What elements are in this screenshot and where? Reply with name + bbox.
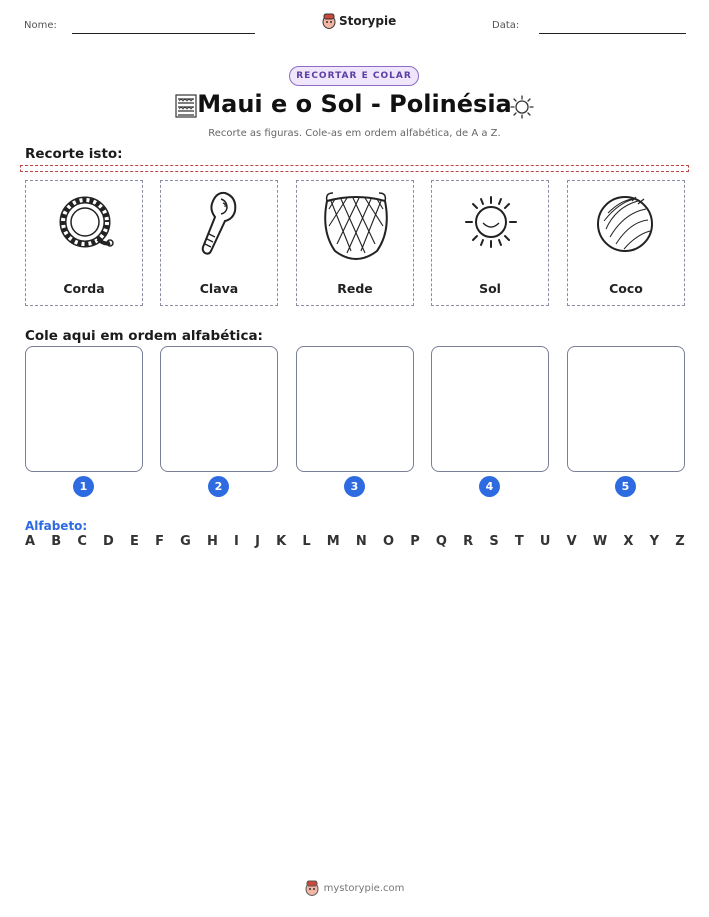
paste-heading: Cole aqui em ordem alfabética:: [25, 328, 263, 344]
alphabet-letter: Z: [675, 534, 685, 549]
cut-card-label: Corda: [63, 281, 105, 296]
order-number-1: 1: [73, 476, 94, 497]
alphabet-label: Alfabeto:: [25, 519, 88, 533]
alphabet-letter: J: [255, 534, 260, 549]
sun-title-icon: [509, 94, 535, 120]
alphabet-row: [25, 534, 685, 549]
alphabet-letter: V: [566, 534, 577, 549]
cut-heading: Recorte isto:: [25, 146, 123, 162]
order-number-5: 5: [615, 476, 636, 497]
cut-card-label: Sol: [479, 281, 501, 296]
paste-box-2[interactable]: [160, 346, 278, 472]
name-line: [72, 33, 255, 34]
cut-card-label: Clava: [199, 281, 239, 296]
cut-card-label: Coco: [609, 281, 643, 296]
paste-box-4[interactable]: [431, 346, 549, 472]
cut-card-coconut[interactable]: [567, 180, 685, 306]
footer-url[interactable]: mystorypie.com: [323, 882, 405, 894]
alphabet-letter: Y: [649, 534, 660, 549]
alphabet-letter: H: [206, 534, 218, 549]
alphabet-letter: A: [25, 534, 36, 549]
paste-box-3[interactable]: [296, 346, 414, 472]
cut-line: [20, 165, 689, 172]
alphabet-letter: E: [130, 534, 139, 549]
order-number-4: 4: [479, 476, 500, 497]
date-line: [539, 33, 686, 34]
storypie-mascot-icon: [322, 13, 336, 29]
page-title: Maui e o Sol - Polinésia: [197, 90, 512, 118]
activity-badge: RECORTAR E COLAR: [289, 66, 419, 86]
alphabet-letter: C: [77, 534, 87, 549]
alphabet-letter: M: [326, 534, 340, 549]
sun-icon: [456, 189, 526, 259]
cut-card-club[interactable]: [160, 180, 278, 306]
footer: [0, 880, 709, 896]
alphabet-letter: U: [539, 534, 551, 549]
alphabet-letter: B: [51, 534, 62, 549]
order-number-3: 3: [344, 476, 365, 497]
cut-card-sun[interactable]: [431, 180, 549, 306]
cut-card-net[interactable]: [296, 180, 414, 306]
alphabet-letter: P: [410, 534, 420, 549]
paste-box-5[interactable]: [567, 346, 685, 472]
club-icon: [185, 189, 255, 259]
alphabet-letter: W: [592, 534, 608, 549]
alphabet-letter: G: [180, 534, 191, 549]
order-number-2: 2: [208, 476, 229, 497]
instructions: Recorte as figuras. Cole-as em ordem alfabética, de A a Z.: [208, 128, 501, 139]
alphabet-letter: L: [302, 534, 311, 549]
storypie-mascot-icon: [305, 880, 319, 896]
alphabet-letter: Q: [435, 534, 447, 549]
alphabet-letter: O: [382, 534, 395, 549]
cut-card-label: Rede: [337, 281, 373, 296]
alphabet-letter: X: [623, 534, 634, 549]
paste-box-1[interactable]: [25, 346, 143, 472]
alphabet-letter: D: [103, 534, 114, 549]
alphabet-letter: N: [355, 534, 367, 549]
alphabet-letter: F: [155, 534, 164, 549]
alphabet-letter: T: [514, 534, 524, 549]
cut-card-rope[interactable]: [25, 180, 143, 306]
rope-icon: [50, 189, 120, 259]
name-label: Nome:: [24, 20, 57, 31]
net-icon: [321, 189, 391, 264]
alphabet-letter: R: [463, 534, 474, 549]
alphabet-letter: K: [276, 534, 287, 549]
coconut-icon: [592, 189, 662, 259]
date-label: Data:: [492, 20, 520, 31]
alphabet-letter: S: [489, 534, 499, 549]
brand-logo: [322, 13, 396, 29]
alphabet-letter: I: [234, 534, 239, 549]
brand-name: Storypie: [339, 14, 397, 28]
